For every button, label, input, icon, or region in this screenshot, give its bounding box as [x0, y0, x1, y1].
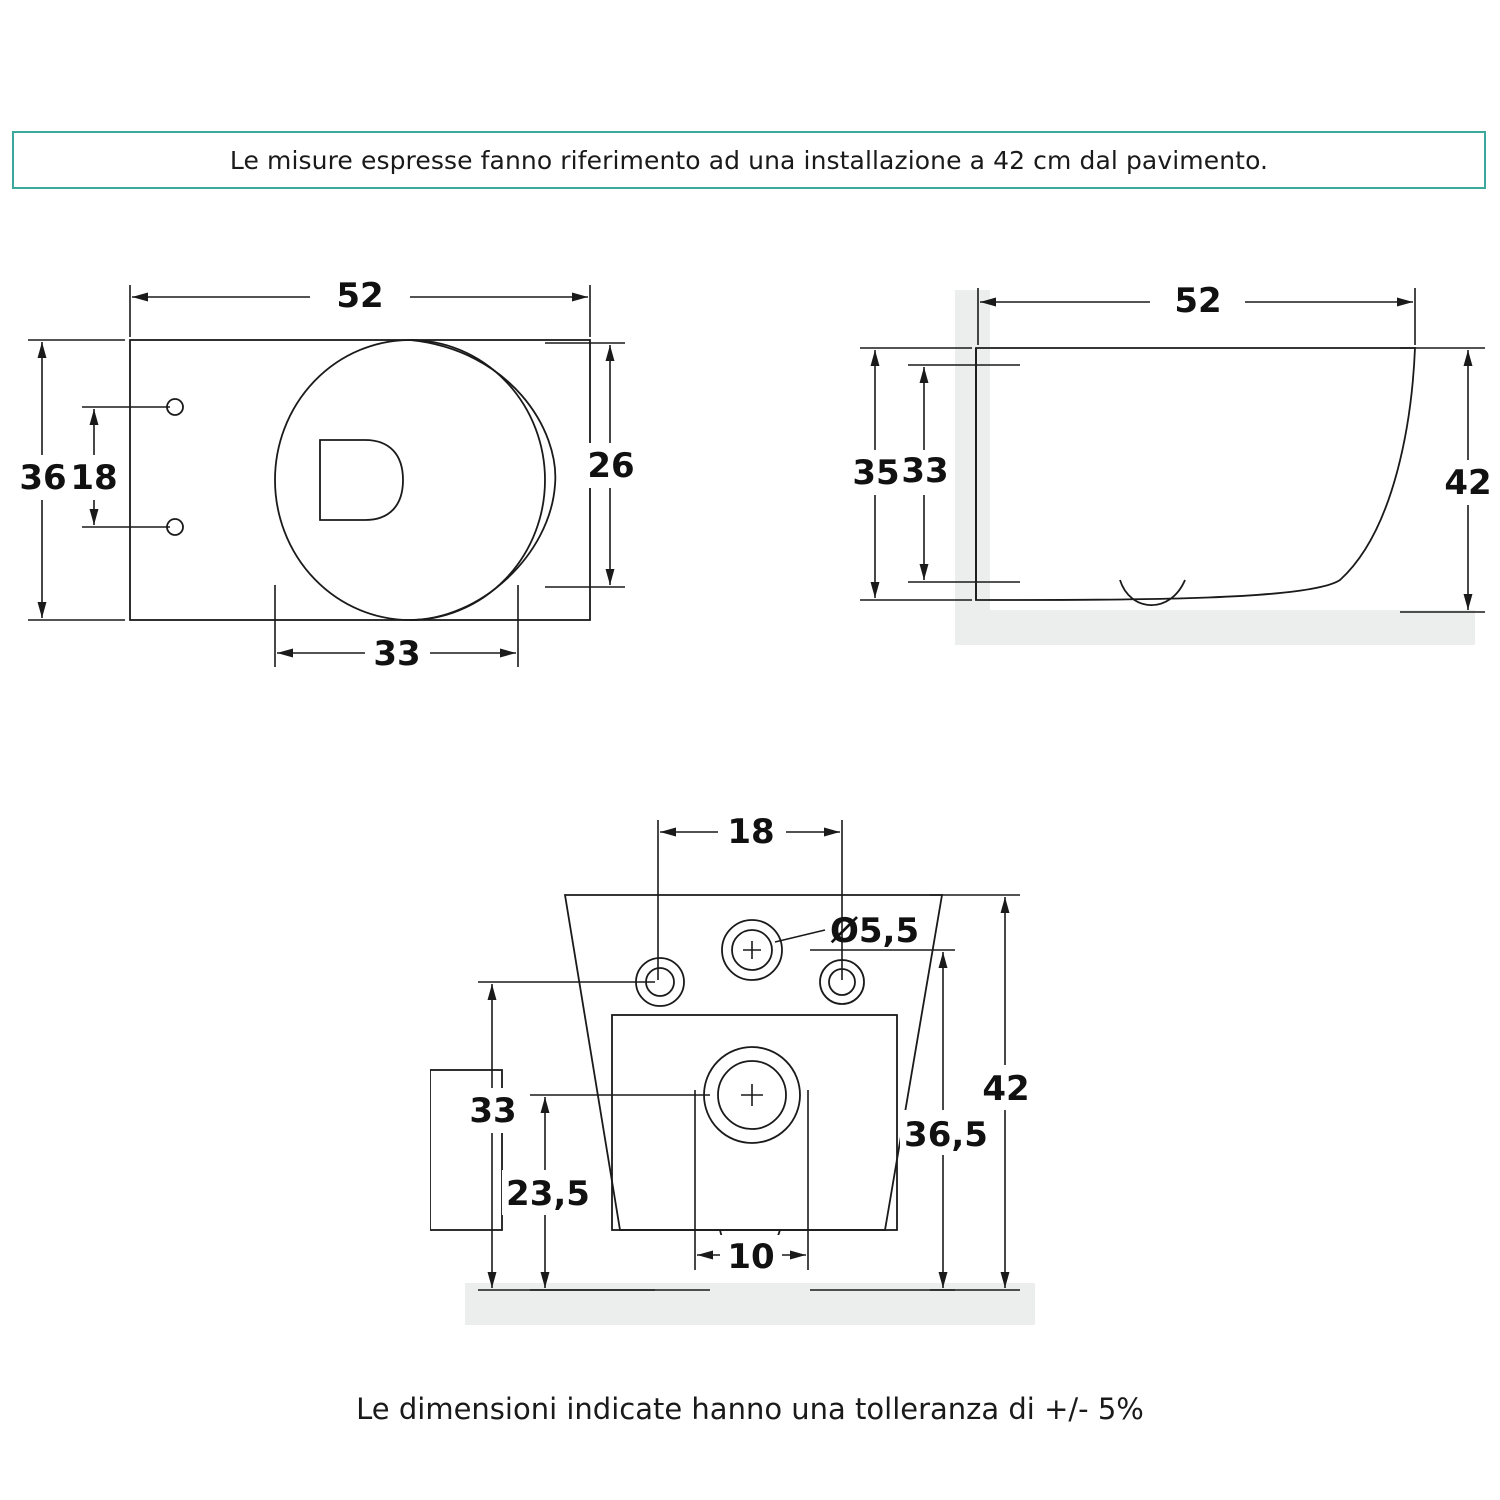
dim-front-42: [930, 895, 1036, 1290]
dim-label-front-365: 36,5: [904, 1115, 988, 1155]
dim-top-52: [130, 276, 590, 337]
dim-label-side-52: 52: [1174, 281, 1222, 321]
front-view-drawing: [430, 790, 1070, 1360]
dim-front-10: [695, 1090, 808, 1277]
dim-top-18: [70, 407, 170, 527]
dim-label-front-10: 10: [727, 1237, 775, 1277]
top-view-drawing: [10, 255, 670, 695]
dim-front-33: [460, 982, 655, 1290]
tolerance-note: Le dimensioni indicate hanno una tolleranza di +/- 5%: [356, 1392, 1144, 1426]
dim-label-front-235: 23,5: [506, 1174, 590, 1214]
dim-label-front-33: 33: [469, 1091, 517, 1131]
installation-note-box: [12, 131, 1486, 189]
dim-label-top-18: 18: [70, 458, 118, 498]
dim-front-235: [502, 1095, 710, 1290]
dim-label-side-42: 42: [1444, 463, 1492, 503]
dim-side-52: [978, 281, 1415, 345]
dim-label-side-33: 33: [901, 451, 949, 491]
dim-label-front-diameter: Ø5,5: [830, 911, 920, 951]
dim-label-top-52: 52: [336, 276, 384, 316]
dim-side-42: [1400, 348, 1494, 612]
dim-label-top-26: 26: [587, 446, 635, 486]
wc-plan-outline: [130, 340, 590, 620]
dim-label-top-33: 33: [373, 634, 421, 674]
dim-label-side-35: 35: [852, 453, 900, 493]
dim-label-front-18: 18: [727, 812, 775, 852]
wc-side-outline: [976, 348, 1415, 605]
dim-front-365: [810, 950, 992, 1290]
dim-top-26: [545, 343, 637, 587]
front-holes: [636, 920, 864, 1143]
floor-hatch: [955, 610, 1475, 645]
dim-label-top-36: 36: [19, 458, 67, 498]
wall-hatch: [955, 290, 990, 635]
dim-front-diameter: [775, 911, 919, 951]
side-view-drawing: [840, 270, 1500, 690]
dim-label-front-42: 42: [982, 1069, 1030, 1109]
installation-note-text: Le misure espresse fanno riferimento ad una installazione a 42 cm dal pavimento.: [229, 145, 1269, 175]
